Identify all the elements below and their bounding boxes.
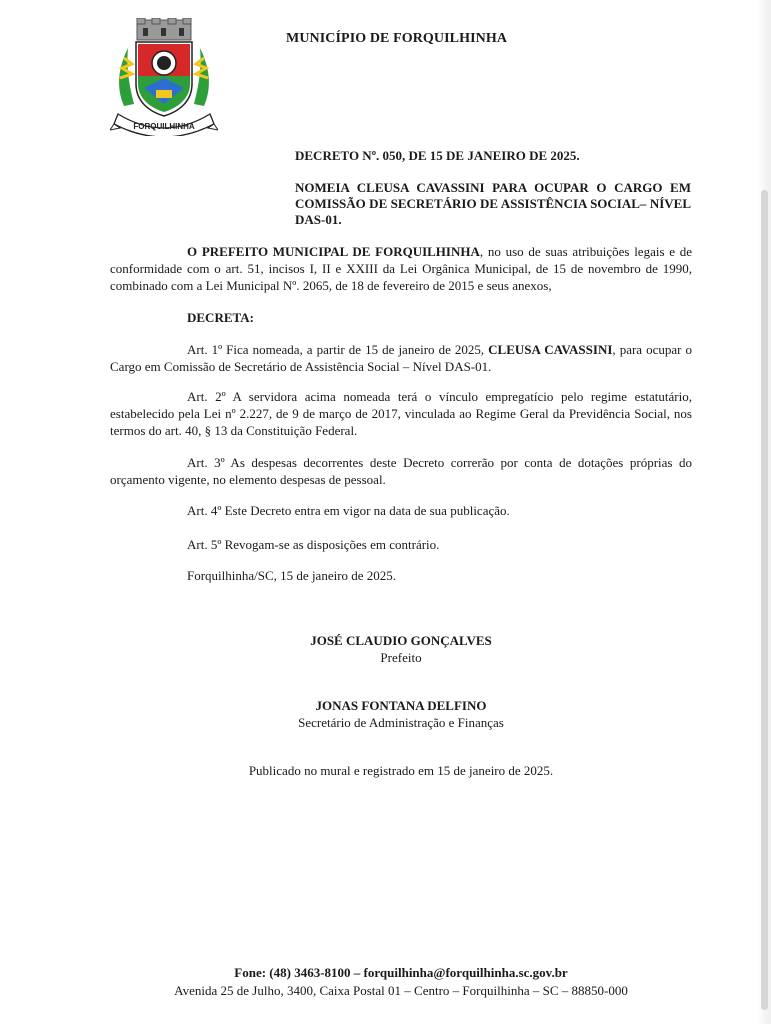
signatory-role: Secretário de Administração e Finanças: [298, 715, 504, 730]
place-and-date: Forquilhinha/SC, 15 de janeiro de 2025.: [187, 568, 397, 583]
signatory-name: JOSÉ CLAUDIO GONÇALVES: [310, 633, 492, 648]
article-2: [110, 388, 692, 439]
article-5: Art. 5º Revogam-se as disposições em contrário.: [187, 537, 440, 552]
signatory-name: JONAS FONTANA DELFINO: [315, 698, 487, 713]
preamble-authority: O PREFEITO MUNICIPAL DE FORQUILHINHA: [187, 244, 480, 259]
decreta-label: DECRETA:: [187, 310, 254, 325]
signature-block-secretary: [110, 697, 692, 731]
signatory-role: Prefeito: [380, 650, 422, 665]
article-1: [110, 341, 692, 375]
article-4: Art. 4º Este Decreto entra em vigor na data de sua publicação.: [187, 503, 510, 518]
scrollbar[interactable]: [761, 190, 768, 1010]
decree-summary: NOMEIA CLEUSA CAVASSINI PARA OCUPAR O CARGO EM COMISSÃO DE SECRETÁRIO DE ASSISTÊNCIA SOCIAL– NÍVEL DAS-01.: [295, 180, 691, 227]
decree-number-heading: DECRETO Nº. 050, DE 15 DE JANEIRO DE 2025.: [295, 148, 580, 163]
article-2-text: Art. 2º A servidora acima nomeada terá o vínculo empregatício pelo regime estatutário, estabelecido pela Lei nº 2.227, de 9 de março de 2017, vinculada ao Regime Geral da Previdência Social, nos termos do art. 40, § 13 da Constituição Federal.: [110, 389, 692, 438]
publication-note: Publicado no mural e registrado em 15 de janeiro de 2025.: [248, 763, 554, 778]
signature-block-mayor: [110, 632, 692, 666]
footer-contact: Fone: (48) 3463-8100 – forquilhinha@forquilhinha.sc.gov.br: [234, 965, 568, 980]
appointee-name: CLEUSA CAVASSINI: [488, 342, 613, 357]
preamble-text: , no uso de suas atribuições legais e de conformidade com o art. 51, incisos I, II e XXIII da Lei Orgânica Municipal, de 15 de novembro de 1990, combinado com a Lei Municipal Nº. 2065, de 18 de fevereiro de 2015 e seus anexos,: [110, 244, 692, 293]
footer-address: Avenida 25 de Julho, 3400, Caixa Postal 01 – Centro – Forquilhinha – SC – 88850-000: [174, 983, 628, 998]
article-3-text: Art. 3º As despesas decorrentes deste Decreto correrão por conta de dotações próprias do orçamento vigente, no elemento despesas de pessoal.: [110, 455, 692, 487]
municipal-coat-of-arms-logo: [110, 18, 218, 136]
preamble-paragraph: [110, 243, 692, 294]
logo-ribbon-text: FORQUILHINHA: [133, 122, 195, 131]
page-footer: [110, 964, 692, 1000]
article-1-text-b: , para ocupar o Cargo em Comissão de Secretário de Assistência Social – Nível DAS-01.: [110, 342, 692, 374]
article-1-text-a: Art. 1º Fica nomeada, a partir de 15 de janeiro de 2025,: [187, 342, 489, 357]
article-3: [110, 454, 692, 488]
municipality-title: MUNICÍPIO DE FORQUILHINHA: [286, 31, 508, 46]
